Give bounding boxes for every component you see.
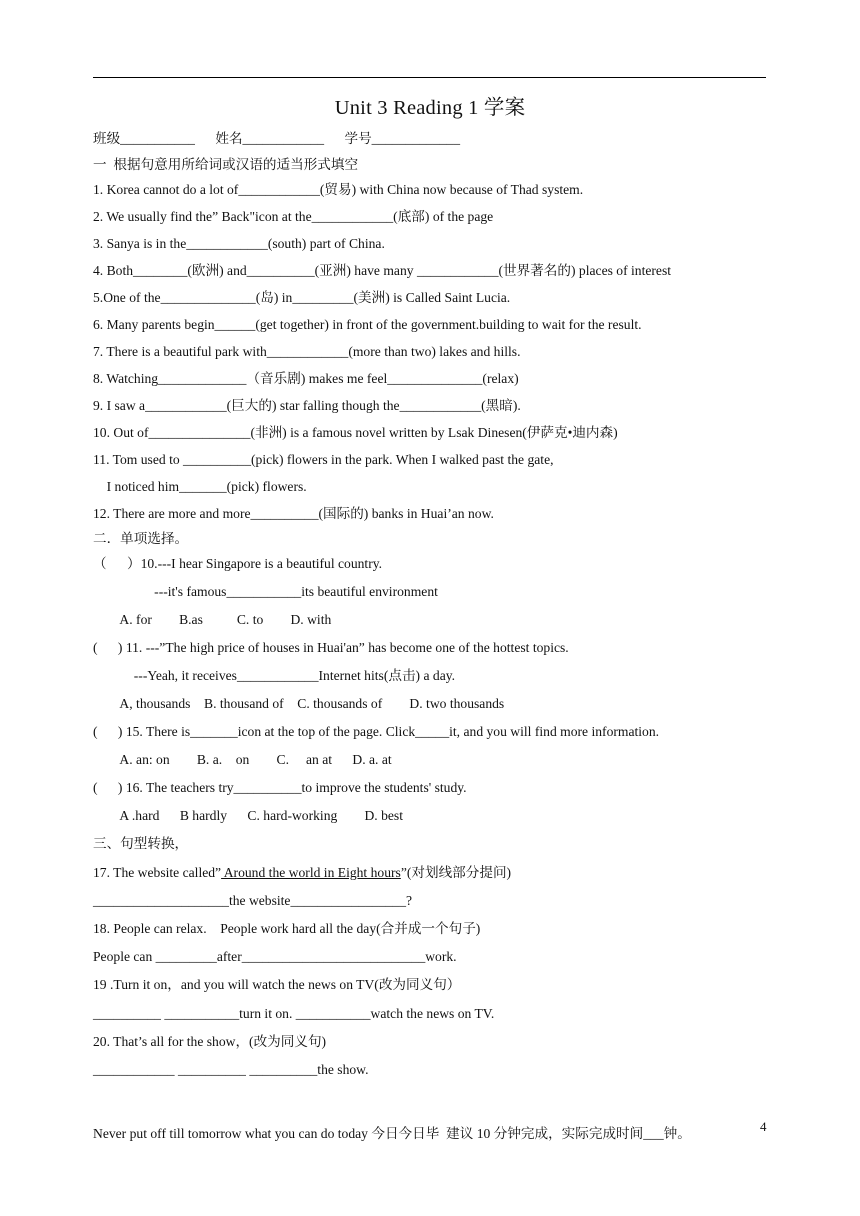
mc-11-options: A, thousands B. thousand of C. thousands of D. two thousands bbox=[93, 696, 505, 711]
question-19: 19 .Turn it on，and you will watch the news on TV(改为同义句） bbox=[93, 977, 461, 992]
section2-heading: 二．单项选择。 bbox=[93, 531, 189, 546]
section1-heading: 一 根据句意用所给词或汉语的适当形式填空 bbox=[93, 157, 359, 172]
q17-underlined-phrase: Around the world in Eight hours bbox=[221, 865, 401, 880]
question-6: 6. Many parents begin______(get together) in front of the government.building to wait for the result. bbox=[93, 317, 642, 332]
mc-10-options: A. for B.as C. to D. with bbox=[93, 612, 332, 627]
question-20: 20. That’s all for the show，(改为同义句) bbox=[93, 1034, 327, 1049]
section3-heading: 三、句型转换， bbox=[93, 836, 189, 851]
mc-11-answer-line: ---Yeah, it receives____________Internet hits(点击) a day. bbox=[93, 668, 456, 683]
question-11-continued: I noticed him_______(pick) flowers. bbox=[93, 479, 307, 494]
question-10: 10. Out of_______________(非洲) is a famous novel written by Lsak Dinesen(伊萨克•迪内森) bbox=[93, 425, 618, 440]
mc-16-options: A .hard B hardly C. hard-working D. best bbox=[93, 808, 403, 823]
q17-suffix: ”(对划线部分提问) bbox=[400, 865, 512, 880]
question-12: 12. There are more and more__________(国际的) banks in Huai’an now. bbox=[93, 506, 494, 521]
question-8: 8. Watching_____________（音乐剧) makes me feel______________(relax) bbox=[93, 371, 519, 386]
q20-answer-line: ____________ __________ __________the show. bbox=[93, 1062, 369, 1077]
question-9: 9. I saw a____________(巨大的) star falling though the____________(黑暗). bbox=[93, 398, 521, 413]
page-title: Unit 3 Reading 1 学案 bbox=[334, 97, 526, 119]
page-number: 4 bbox=[760, 1119, 767, 1134]
q17-answer-line: ____________________the website_________________? bbox=[93, 893, 413, 908]
question-7: 7. There is a beautiful park with____________(more than two) lakes and hills. bbox=[93, 344, 521, 359]
mc-15-options: A. an: on B. a. on C. an at D. a. at bbox=[93, 752, 392, 767]
question-3: 3. Sanya is in the____________(south) part of China. bbox=[93, 236, 385, 251]
footer-motto: Never put off till tomorrow what you can do today 今日今日毕 建议 10 分钟完成，实际完成时间___钟。 bbox=[93, 1126, 691, 1141]
mc-10-answer-line: ---it's famous___________its beautiful environment bbox=[93, 584, 438, 599]
question-5: 5.One of the______________(岛) in_________(美洲) is Called Saint Lucia. bbox=[93, 290, 511, 305]
student-info-fields: 班级___________ 姓名____________ 学号_____________ bbox=[93, 131, 461, 146]
q18-answer-line: People can _________after___________________________work. bbox=[93, 949, 457, 964]
mc-10-question: （ ）10.---I hear Singapore is a beautiful country. bbox=[93, 556, 383, 571]
mc-16-question: ( ) 16. The teachers try__________to improve the students' study. bbox=[93, 780, 467, 795]
question-1: 1. Korea cannot do a lot of____________(贸易) with China now because of Thad system. bbox=[93, 182, 584, 197]
question-4: 4. Both________(欧洲) and__________(亚洲) have many ____________(世界著名的) places of interest bbox=[93, 263, 672, 278]
q19-answer-line: __________ ___________turn it on. ___________watch the news on TV. bbox=[93, 1006, 495, 1021]
question-11: 11. Tom used to __________(pick) flowers in the park. When I walked past the gate, bbox=[93, 452, 554, 467]
mc-11-question: ( ) 11. ---”The high price of houses in Huai'an” has become one of the hottest topics. bbox=[93, 640, 569, 655]
question-17 bbox=[93, 864, 511, 882]
question-2: 2. We usually find the” Back"icon at the____________(底部) of the page bbox=[93, 209, 494, 224]
mc-15-question: ( ) 15. There is_______icon at the top of the page. Click_____it, and you will find more information. bbox=[93, 724, 660, 739]
q17-prefix: 17. The website called” bbox=[93, 865, 222, 880]
question-18: 18. People can relax. People work hard all the day(合并成一个句子) bbox=[93, 921, 481, 936]
top-rule bbox=[93, 77, 766, 78]
